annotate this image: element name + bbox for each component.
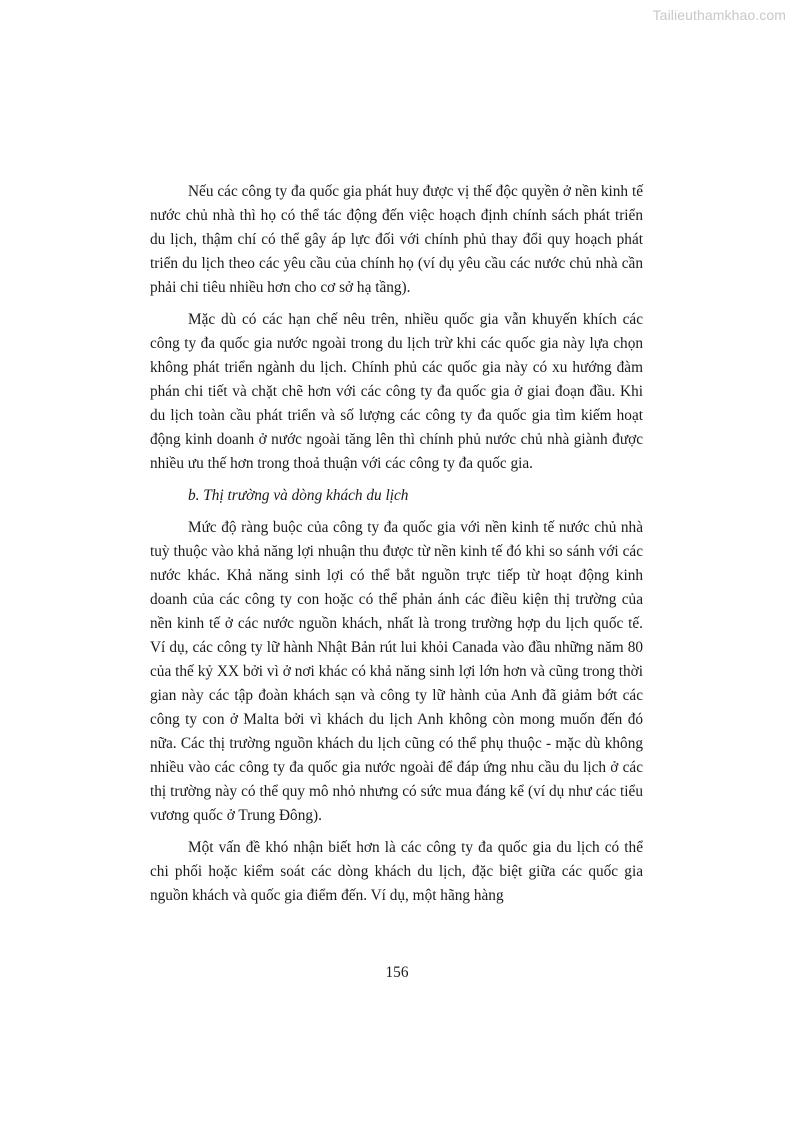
- paragraph-2: Mặc dù có các hạn chế nêu trên, nhiều quốc gia vẫn khuyến khích các công ty đa quốc gia nước ngoài trong du lịch trừ khi các quốc gia này lựa chọn không phát triển ngành du lịch. Chính phủ các quốc gia này có xu hướng đàm phán chi tiết và chặt chẽ hơn với các công ty đa quốc gia ở giai đoạn đầu. Khi du lịch toàn cầu phát triển và số lượng các công ty đa quốc gia tìm kiếm hoạt động kinh doanh ở nước ngoài tăng lên thì chính phủ nước chủ nhà giành được nhiều ưu thế hơn trong thoả thuận với các công ty đa quốc gia.: [150, 311, 643, 472]
- paragraph-4: Một vấn đề khó nhận biết hơn là các công ty đa quốc gia du lịch có thể chi phối hoặc kiểm soát các dòng khách du lịch, đặc biệt giữa các quốc gia nguồn khách và quốc gia điểm đến. Ví dụ, một hãng hàng: [150, 839, 643, 904]
- page-body: [150, 180, 643, 916]
- paragraph-1: Nếu các công ty đa quốc gia phát huy được vị thế độc quyền ở nền kinh tế nước chủ nhà thì họ có thể tác động đến việc hoạch định chính sách phát triển du lịch, thậm chí có thể gây áp lực đối với chính phủ thay đổi quy hoạch phát triển du lịch theo các yêu cầu của chính họ (ví dụ yêu cầu các nước chủ nhà cần phải chi tiêu nhiều hơn cho cơ sở hạ tầng).: [150, 183, 643, 296]
- page-number: 156: [385, 964, 409, 981]
- watermark: Tailieuthamkhao.com: [652, 7, 786, 23]
- paragraph-3: Mức độ ràng buộc của công ty đa quốc gia với nền kinh tế nước chủ nhà tuỳ thuộc vào khả năng lợi nhuận thu được từ nền kinh tế đó khi so sánh với các nước khác. Khả năng sinh lợi có thể bắt nguồn trực tiếp từ hoạt động kinh doanh của các công ty con hoặc có thể phản ánh các điều kiện thị trường của nền kinh tế ở các nước nguồn khách, nhất là trong trường hợp du lịch quốc tế. Ví dụ, các công ty lữ hành Nhật Bản rút lui khỏi Canada vào đầu những năm 80 của thế kỷ XX bởi vì ở nơi khác có khả năng sinh lợi lớn hơn và cũng trong thời gian này các tập đoàn khách sạn và công ty lữ hành của Anh đã giảm bớt các công ty con ở Malta bởi vì khách du lịch Anh không còn mong muốn đến đó nữa. Các thị trường nguồn khách du lịch cũng có thể phụ thuộc - mặc dù không nhiều vào các công ty đa quốc gia nước ngoài để đáp ứng nhu cầu du lịch ở các thị trường này có thể quy mô nhỏ nhưng có sức mua đáng kể (ví dụ như các tiểu vương quốc ở Trung Đông).: [150, 519, 643, 824]
- section-heading: b. Thị trường và dòng khách du lịch: [188, 487, 409, 504]
